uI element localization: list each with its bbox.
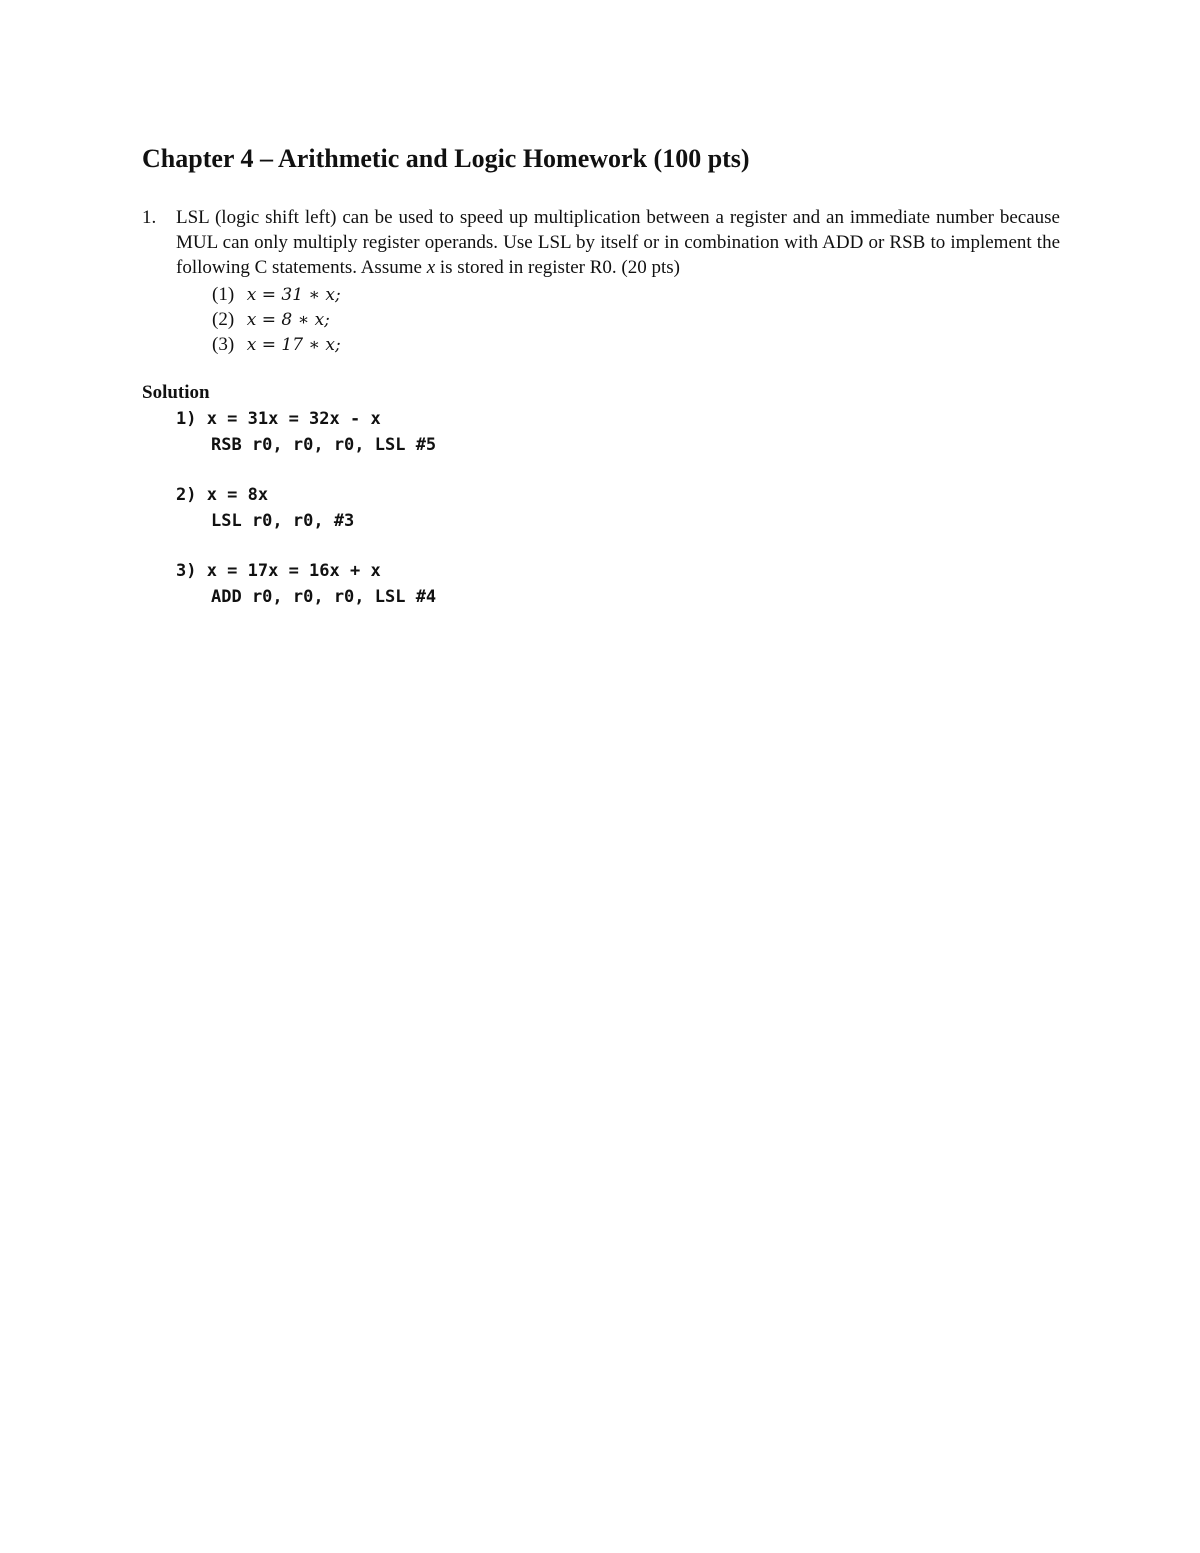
problem-text-variable: x	[426, 257, 436, 278]
document-title: Chapter 4 – Arithmetic and Logic Homework (100 pts)	[142, 144, 750, 173]
subitem-expression: x = 8 ∗ x;	[246, 310, 330, 330]
subitem-label: (2)	[212, 309, 235, 330]
problem-subitems	[212, 282, 341, 357]
solution-block	[176, 407, 436, 635]
subitem-expression: x = 31 ∗ x;	[246, 285, 341, 305]
problem-statement	[176, 205, 1060, 280]
solution-answer	[176, 483, 436, 534]
solution-code: LSL r0, r0, #3	[211, 510, 355, 531]
subitem	[212, 307, 341, 332]
subitem	[212, 332, 341, 357]
subitem-label: (3)	[212, 334, 235, 355]
solution-code: RSB r0, r0, r0, LSL #5	[211, 434, 437, 455]
problem-text-part1: LSL (logic shift left) can be used to speed up multiplication between a register and an immediate number because MUL can only multiply register operands. Use LSL by itself or in combination with ADD or RSB to implement the following C statements. Assume	[176, 207, 1060, 278]
subitem-expression: x = 17 ∗ x;	[246, 335, 341, 355]
solution-derivation: 2) x = 8x	[176, 485, 269, 505]
solution-derivation: 1) x = 31x = 32x - x	[176, 409, 381, 429]
solution-code: ADD r0, r0, r0, LSL #4	[211, 586, 437, 607]
solution-answer	[176, 559, 436, 610]
solution-answer	[176, 407, 436, 458]
problem-text-part2: is stored in register R0. (20 pts)	[435, 257, 680, 278]
solution-derivation: 3) x = 17x = 16x + x	[176, 561, 381, 581]
subitem-label: (1)	[212, 284, 235, 305]
subitem	[212, 282, 341, 307]
solution-heading: Solution	[142, 382, 210, 403]
problem-number: 1.	[142, 207, 157, 228]
